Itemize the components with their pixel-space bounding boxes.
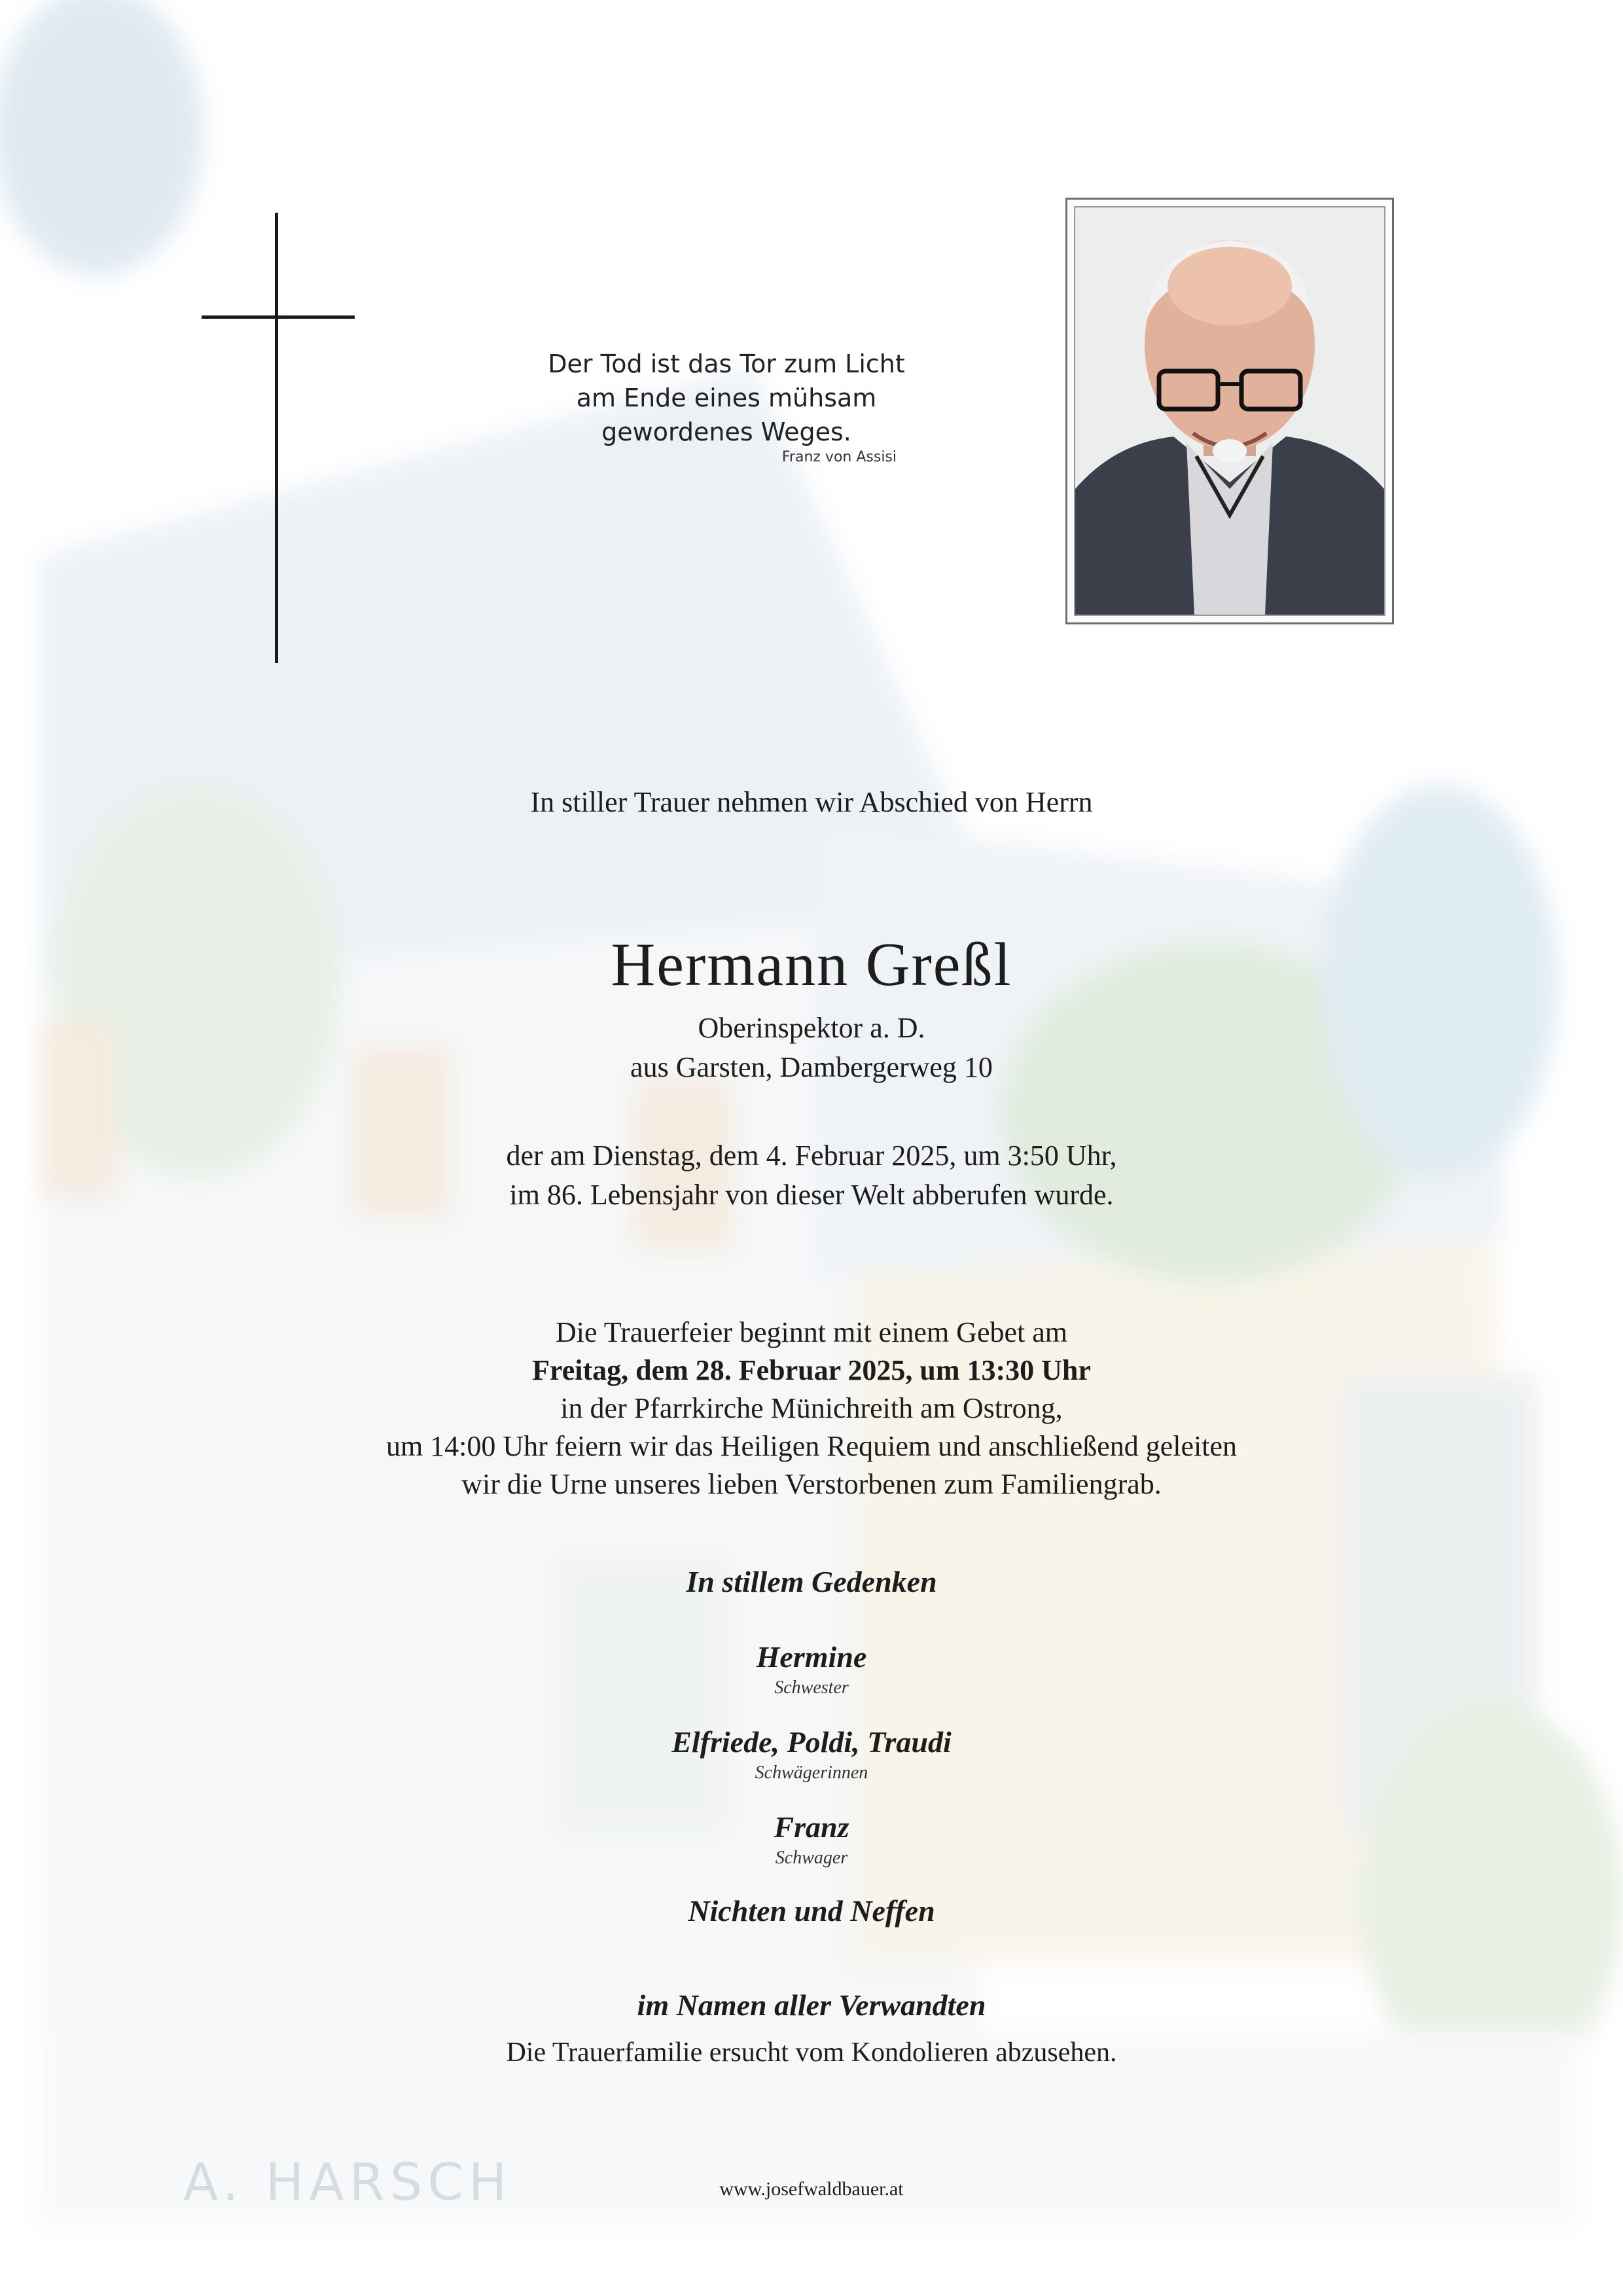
- mourner-name: Nichten und Neffen: [688, 1894, 935, 1928]
- mourner-relation: Schwägerinnen: [755, 1763, 868, 1783]
- quote-line: gewordenes Weges.: [601, 418, 851, 446]
- mourner-relation: Schwager: [775, 1848, 848, 1868]
- mourner-name: Elfriede, Poldi, Traudi: [671, 1725, 952, 1759]
- cross-horizontal-bar: [202, 315, 355, 319]
- deceased-title: Oberinspektor a. D.: [698, 1012, 925, 1044]
- deceased-origin: aus Garsten, Dambergerweg 10: [630, 1051, 993, 1083]
- funeral-date: Freitag, dem 28. Februar 2025, um 13:30 Uhr: [532, 1354, 1091, 1386]
- website-link[interactable]: www.josefwaldbauer.at: [719, 2178, 904, 2200]
- mourner-relation: Schwester: [774, 1677, 849, 1698]
- intro-text: In stiller Trauer nehmen wir Abschied von Herrn: [530, 786, 1093, 818]
- death-line: im 86. Lebensjahr von dieser Welt abberufen wurde.: [509, 1179, 1114, 1211]
- portrait-frame: [1065, 198, 1394, 624]
- quote-line: am Ende eines mühsam: [576, 384, 877, 412]
- portrait-photo: [1074, 206, 1385, 616]
- cross-vertical-bar: [275, 213, 278, 663]
- quote-text: [497, 347, 955, 449]
- memorial-heading: In stillem Gedenken: [686, 1565, 937, 1598]
- deceased-name: Hermann Greßl: [611, 931, 1012, 999]
- funeral-line: wir die Urne unseres lieben Verstorbenen zum Familiengrab.: [461, 1468, 1162, 1500]
- closing-text: im Namen aller Verwandten: [637, 1988, 986, 2022]
- death-line: der am Dienstag, dem 4. Februar 2025, um 3:50 Uhr,: [506, 1139, 1117, 1172]
- funeral-line: um 14:00 Uhr feiern wir das Heiligen Requiem und anschließend geleiten: [385, 1430, 1238, 1462]
- condolence-note: Die Trauerfamilie ersucht vom Kondolieren abzusehen.: [506, 2037, 1117, 2068]
- mourner-name: Hermine: [756, 1640, 867, 1674]
- quote-author: Franz von Assisi: [781, 449, 897, 465]
- mourner-name: Franz: [774, 1810, 849, 1844]
- funeral-line: in der Pfarrkirche Münichreith am Ostrong,: [560, 1392, 1063, 1424]
- quote-line: Der Tod ist das Tor zum Licht: [548, 350, 905, 378]
- painting-signature: A. HARSCH: [183, 2153, 512, 2212]
- funeral-line: Die Trauerfeier beginnt mit einem Gebet am: [556, 1316, 1067, 1348]
